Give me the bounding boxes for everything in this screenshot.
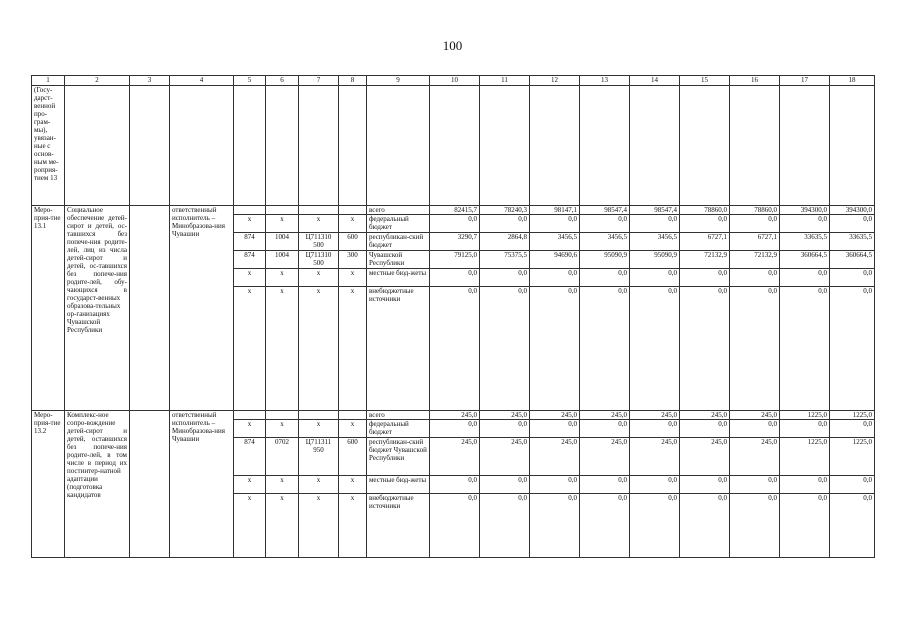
grbs-code-cell: 874 [234,251,266,269]
funding-value-cell: 0,0 [630,494,680,558]
target-article-cell: х [299,287,339,411]
expense-type-cell: х [339,494,367,558]
column-number-cell: 1 [32,76,65,86]
funding-value-cell: 0,0 [730,476,780,494]
funding-value-cell: 245,0 [580,411,630,420]
expense-type-cell: 600 [339,438,367,476]
grbs-code-cell: х [234,269,266,287]
program-table [31,75,875,558]
funding-value-cell: 0,0 [480,215,530,233]
funding-value-cell: 1225,0 [780,411,830,420]
column-number-cell: 10 [430,76,480,86]
target-article-cell: Ц711310 500 [299,233,339,251]
funding-value-cell: 0,0 [730,287,780,411]
funding-source-cell: федеральный бюджет [367,420,430,438]
funding-value-cell: 0,0 [430,269,480,287]
target-article-cell: х [299,215,339,233]
funding-value-cell: 0,0 [480,287,530,411]
target-article-cell: х [299,420,339,438]
grbs-code-cell [234,411,266,420]
table-row [32,206,875,215]
funding-value-cell: 245,0 [630,438,680,476]
funding-value-cell: 0,0 [580,494,630,558]
section-code-cell: х [266,476,299,494]
funding-value-cell: 0,0 [780,215,830,233]
empty-cell [170,86,234,206]
funding-value-cell: 0,0 [730,494,780,558]
column-number-cell: 5 [234,76,266,86]
empty-cell [780,86,830,206]
funding-value-cell: 245,0 [680,411,730,420]
empty-cell [830,86,875,206]
funding-value-cell: 0,0 [780,269,830,287]
column-number-cell: 9 [367,76,430,86]
column-number-cell: 3 [130,76,170,86]
funding-value-cell: 98147,1 [530,206,580,215]
funding-value-cell: 0,0 [680,420,730,438]
grbs-code-cell: 874 [234,233,266,251]
expense-type-cell [339,411,367,420]
funding-value-cell: 245,0 [480,411,530,420]
funding-source-cell: всего [367,411,430,420]
target-article-cell: Ц711310 500 [299,251,339,269]
funding-value-cell: 6727,1 [730,233,780,251]
column-number-cell: 16 [730,76,780,86]
funding-value-cell: 245,0 [480,438,530,476]
funding-value-cell: 0,0 [580,420,630,438]
section-code-cell: 0702 [266,438,299,476]
funding-value-cell: 0,0 [680,287,730,411]
funding-value-cell: 0,0 [480,494,530,558]
funding-value-cell: 78240,3 [480,206,530,215]
funding-value-cell: 0,0 [830,420,875,438]
grbs-code-cell: 874 [234,438,266,476]
empty-cell [234,86,266,206]
funding-source-cell: внебюджетные источники [367,494,430,558]
funding-value-cell: 245,0 [680,438,730,476]
page-number: 100 [442,38,463,53]
column-number-cell: 8 [339,76,367,86]
funding-source-cell: внебюджетные источники [367,287,430,411]
funding-value-cell: 2864,8 [480,233,530,251]
executor-cell: ответственный исполнитель – Минобразова-ния Чувашии [170,206,234,411]
target-article-cell: Ц711311 950 [299,438,339,476]
intro-row [32,86,875,206]
table-row [32,411,875,420]
funding-source-cell: местные бюд-жеты [367,269,430,287]
grbs-code-cell: х [234,287,266,411]
empty-cell [266,86,299,206]
column-number-cell: 4 [170,76,234,86]
empty-cell [130,411,170,558]
funding-value-cell: 0,0 [530,494,580,558]
funding-value-cell: 72132,9 [730,251,780,269]
grbs-code-cell: х [234,420,266,438]
funding-value-cell: 0,0 [580,287,630,411]
event-name-cell: Меро-прия-тие 13.1 [32,206,65,411]
empty-cell [430,86,480,206]
funding-value-cell: 245,0 [530,438,580,476]
funding-value-cell: 3456,5 [580,233,630,251]
funding-value-cell: 0,0 [630,215,680,233]
section-code-cell: х [266,269,299,287]
event-description-cell: Социальное обеспечение детей-сирот и детей, ос-тавшихся без попече-ния родите-лей, лиц из числа детей-сирот и детей, ос-тавшихся без попече-ния родите-лей, обу-чающихся в государст-венных образова-тельных ор-ганизациях Чувашской Республики [65,206,130,411]
section-code-cell: х [266,287,299,411]
funding-value-cell: 0,0 [680,476,730,494]
funding-value-cell: 0,0 [830,215,875,233]
section-code-cell: 1004 [266,233,299,251]
funding-value-cell: 0,0 [430,420,480,438]
funding-value-cell: 1225,0 [780,438,830,476]
funding-value-cell: 245,0 [580,438,630,476]
empty-cell [480,86,530,206]
funding-value-cell: 0,0 [530,287,580,411]
table-body [32,76,875,558]
funding-value-cell: 0,0 [430,215,480,233]
column-number-cell: 6 [266,76,299,86]
funding-value-cell: 0,0 [430,287,480,411]
funding-value-cell: 394300,0 [780,206,830,215]
funding-value-cell: 0,0 [530,269,580,287]
empty-cell [299,86,339,206]
empty-cell [367,86,430,206]
funding-value-cell: 0,0 [680,215,730,233]
funding-source-cell: федеральный бюджет [367,215,430,233]
funding-value-cell: 0,0 [530,215,580,233]
expense-type-cell: х [339,269,367,287]
funding-value-cell: 0,0 [780,420,830,438]
funding-value-cell: 98547,4 [580,206,630,215]
funding-value-cell: 0,0 [830,494,875,558]
funding-value-cell: 245,0 [530,411,580,420]
column-number-cell: 13 [580,76,630,86]
empty-cell [339,86,367,206]
funding-source-cell: республикан-ский бюджет Чувашской Республики [367,438,430,476]
funding-value-cell: 0,0 [480,269,530,287]
grbs-code-cell: х [234,494,266,558]
section-code-cell [266,411,299,420]
funding-value-cell: 95090,9 [630,251,680,269]
funding-value-cell: 245,0 [630,411,680,420]
empty-cell [680,86,730,206]
section-code-cell [266,206,299,215]
funding-value-cell: 0,0 [730,269,780,287]
target-article-cell: х [299,269,339,287]
funding-value-cell: 0,0 [430,494,480,558]
funding-value-cell: 0,0 [630,420,680,438]
funding-value-cell: 0,0 [830,287,875,411]
funding-value-cell: 6727,1 [680,233,730,251]
empty-cell [130,86,170,206]
target-article-cell: х [299,476,339,494]
funding-value-cell: 0,0 [630,287,680,411]
funding-value-cell: 98547,4 [630,206,680,215]
funding-value-cell: 94690,6 [530,251,580,269]
funding-value-cell: 245,0 [430,411,480,420]
section-code-cell: х [266,420,299,438]
funding-value-cell: 0,0 [430,476,480,494]
grbs-code-cell: х [234,476,266,494]
empty-cell [730,86,780,206]
funding-value-cell: 78860,0 [680,206,730,215]
funding-value-cell: 245,0 [730,411,780,420]
column-number-cell: 18 [830,76,875,86]
funding-value-cell: 0,0 [580,476,630,494]
funding-value-cell: 0,0 [630,476,680,494]
funding-value-cell: 0,0 [530,420,580,438]
funding-value-cell: 1225,0 [830,438,875,476]
event-name-cell: Меро-прия-тие 13.2 [32,411,65,558]
funding-value-cell: 394300,0 [830,206,875,215]
empty-cell [580,86,630,206]
funding-value-cell: 75375,5 [480,251,530,269]
column-number-cell: 14 [630,76,680,86]
funding-value-cell: 245,0 [730,438,780,476]
funding-value-cell: 0,0 [780,494,830,558]
funding-value-cell: 72132,9 [680,251,730,269]
empty-cell [65,86,130,206]
funding-value-cell: 95090,9 [580,251,630,269]
funding-value-cell: 0,0 [480,476,530,494]
column-number-cell: 17 [780,76,830,86]
funding-source-cell: местные бюд-жеты [367,476,430,494]
column-number-cell: 7 [299,76,339,86]
grbs-code-cell: х [234,215,266,233]
section-code-cell: 1004 [266,251,299,269]
funding-value-cell: 360664,5 [830,251,875,269]
funding-value-cell: 3290,7 [430,233,480,251]
funding-value-cell: 79125,0 [430,251,480,269]
funding-value-cell: 0,0 [580,269,630,287]
funding-value-cell: 0,0 [780,476,830,494]
funding-source-cell: всего [367,206,430,215]
empty-cell [630,86,680,206]
funding-value-cell: 0,0 [480,420,530,438]
expense-type-cell: х [339,287,367,411]
funding-value-cell: 0,0 [780,287,830,411]
column-number-cell: 15 [680,76,730,86]
empty-cell [530,86,580,206]
executor-cell: ответственный исполнитель – Минобразова-ния Чувашии [170,411,234,558]
funding-value-cell: 0,0 [630,269,680,287]
column-number-cell: 11 [480,76,530,86]
column-number-cell: 12 [530,76,580,86]
funding-value-cell: 78860,0 [730,206,780,215]
expense-type-cell: 300 [339,251,367,269]
funding-value-cell: 3456,5 [530,233,580,251]
funding-source-cell: республикан-ский бюджет [367,233,430,251]
funding-value-cell: 0,0 [530,476,580,494]
expense-type-cell [339,206,367,215]
target-article-cell [299,411,339,420]
expense-type-cell: х [339,476,367,494]
funding-value-cell: 245,0 [430,438,480,476]
intro-cell: (Госу-дарст-венной про-грам-мы), увязан-ные с основ-ным ме-роприя-тием 13 [32,86,65,206]
funding-value-cell: 33635,5 [780,233,830,251]
section-code-cell: х [266,215,299,233]
funding-value-cell: 82415,7 [430,206,480,215]
funding-value-cell: 360664,5 [780,251,830,269]
funding-value-cell: 0,0 [580,215,630,233]
empty-cell [130,206,170,411]
funding-value-cell: 0,0 [680,494,730,558]
funding-value-cell: 0,0 [830,269,875,287]
target-article-cell [299,206,339,215]
expense-type-cell: х [339,420,367,438]
funding-value-cell: 0,0 [830,476,875,494]
column-number-cell: 2 [65,76,130,86]
expense-type-cell: х [339,215,367,233]
section-code-cell: х [266,494,299,558]
funding-value-cell: 3456,5 [630,233,680,251]
grbs-code-cell [234,206,266,215]
funding-source-cell: Чувашской Республики [367,251,430,269]
funding-value-cell: 1225,0 [830,411,875,420]
funding-value-cell: 0,0 [730,420,780,438]
column-number-row [32,76,875,86]
event-description-cell: Комплекс-ное сопро-вождение детей-сирот и детей, оставшихся без попече-ния родите-лей, в том числе в период их постинтер-натной адаптации (подготовка кандидатов [65,411,130,558]
funding-value-cell: 0,0 [730,215,780,233]
expense-type-cell: 600 [339,233,367,251]
funding-value-cell: 33635,5 [830,233,875,251]
target-article-cell: х [299,494,339,558]
funding-value-cell: 0,0 [680,269,730,287]
